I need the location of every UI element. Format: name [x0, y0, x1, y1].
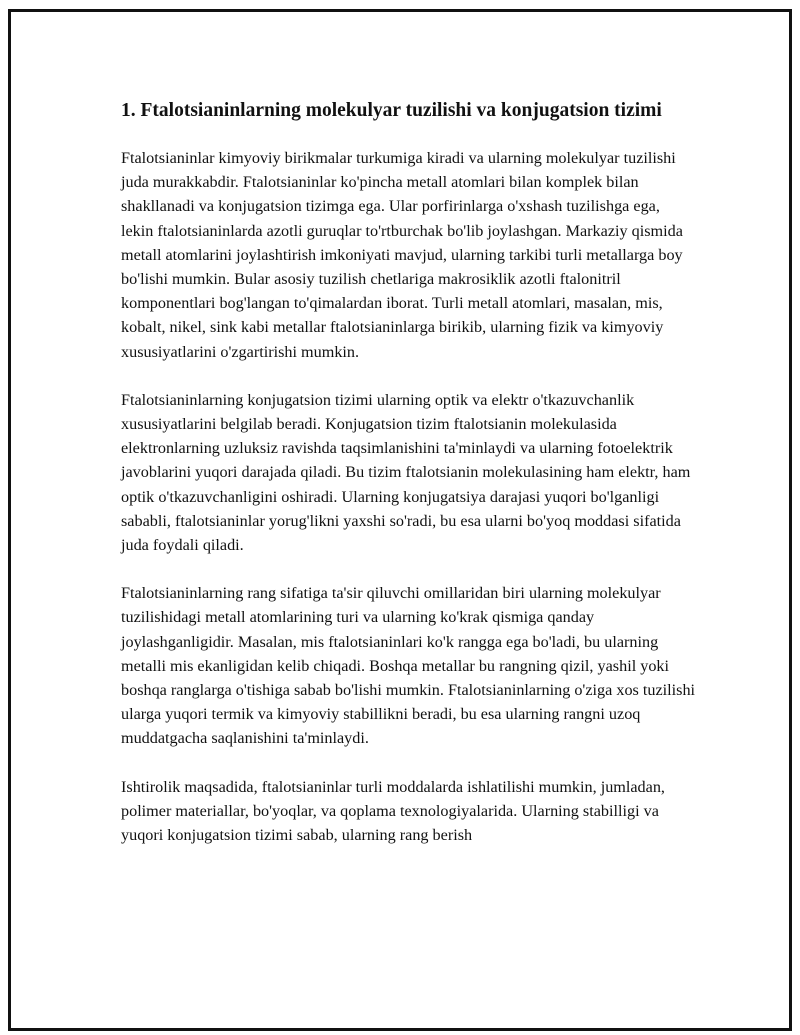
- paragraph-structure: Ftalotsianinlar kimyoviy birikmalar turkumiga kiradi va ularning molekulyar tuzilishi juda murakkabdir. Ftalotsianinlar ko'pincha metall atomlari bilan komplek bilan shakllanadi va konjugatsion tizimga ega. Ular porfirinlarga o'xshash tuzilishga ega, lekin ftalotsianinlarda azotli guruqlar to'rtburchak bo'lib joylashgan. Markaziy qismida metall atomlarini joylashtirish imkoniyati mavjud, ularning tarkibi turli metallarga boy bo'lishi mumkin. Bular asosiy tuzilish chetlariga makrosiklik azotli ftalonitril komponentlari bog'langan to'qimalardan iborat. Turli metall atomlari, masalan, mis, kobalt, nikel, sink kabi metallar ftalotsianinlarga birikib, ularning fizik va kimyoviy xususiyatlarini o'zgartirishi mumkin.: [121, 149, 683, 361]
- document-body: [121, 98, 696, 871]
- section-heading: 1. Ftalotsianinlarning molekulyar tuzilishi va konjugatsion tizimi: [121, 100, 662, 121]
- paragraph-applications: Ishtirolik maqsadida, ftalotsianinlar turli moddalarda ishlatilishi mumkin, jumladan, polimer materiallar, bo'yoqlar, va qoplama texnologiyalarida. Ularning stabilligi va yuqori konjugatsion tizimi sabab, ularning rang berish: [121, 777, 665, 845]
- paragraph-color-factors: Ftalotsianinlarning rang sifatiga ta'sir qiluvchi omillaridan biri ularning molekulyar tuzilishidagi metall atomlarining turi va ularning ko'krak qismiga qanday joylashganligidir. Masalan, mis ftalotsianinlari ko'k rangga ega bo'ladi, bu ularning metalli mis ekanligidan kelib chiqadi. Boshqa metallar bu rangning qizil, yashil yoki boshqa ranglarga o'tishiga sabab bo'lishi mumkin. Ftalotsianinlarning o'ziga xos tuzilishi ularga yuqori termik va kimyoviy stabillikni beradi, bu esa ularning rangni uzoq muddatgacha saqlanishini ta'minlaydi.: [121, 584, 696, 748]
- paragraph-conjugation: Ftalotsianinlarning konjugatsion tizimi ularning optik va elektr o'tkazuvchanlik xususiyatlarini belgilab beradi. Konjugatsion tizim ftalotsianin molekulasida elektronlarning uzluksiz ravishda taqsimlanishini ta'minlaydi va ularning fotoelektrik javoblarini yuqori darajada qiladi. Bu tizim ftalotsianin molekulasining ham elektr, ham optik o'tkazuvchanligini oshiradi. Ularning konjugatsiya darajasi yuqori bo'lganligi sababli, ftalotsianinlar yorug'likni yaxshi so'radi, bu esa ularni bo'yoq moddasi sifatida juda foydali qiladi.: [121, 390, 691, 555]
- page-border: [8, 9, 792, 1031]
